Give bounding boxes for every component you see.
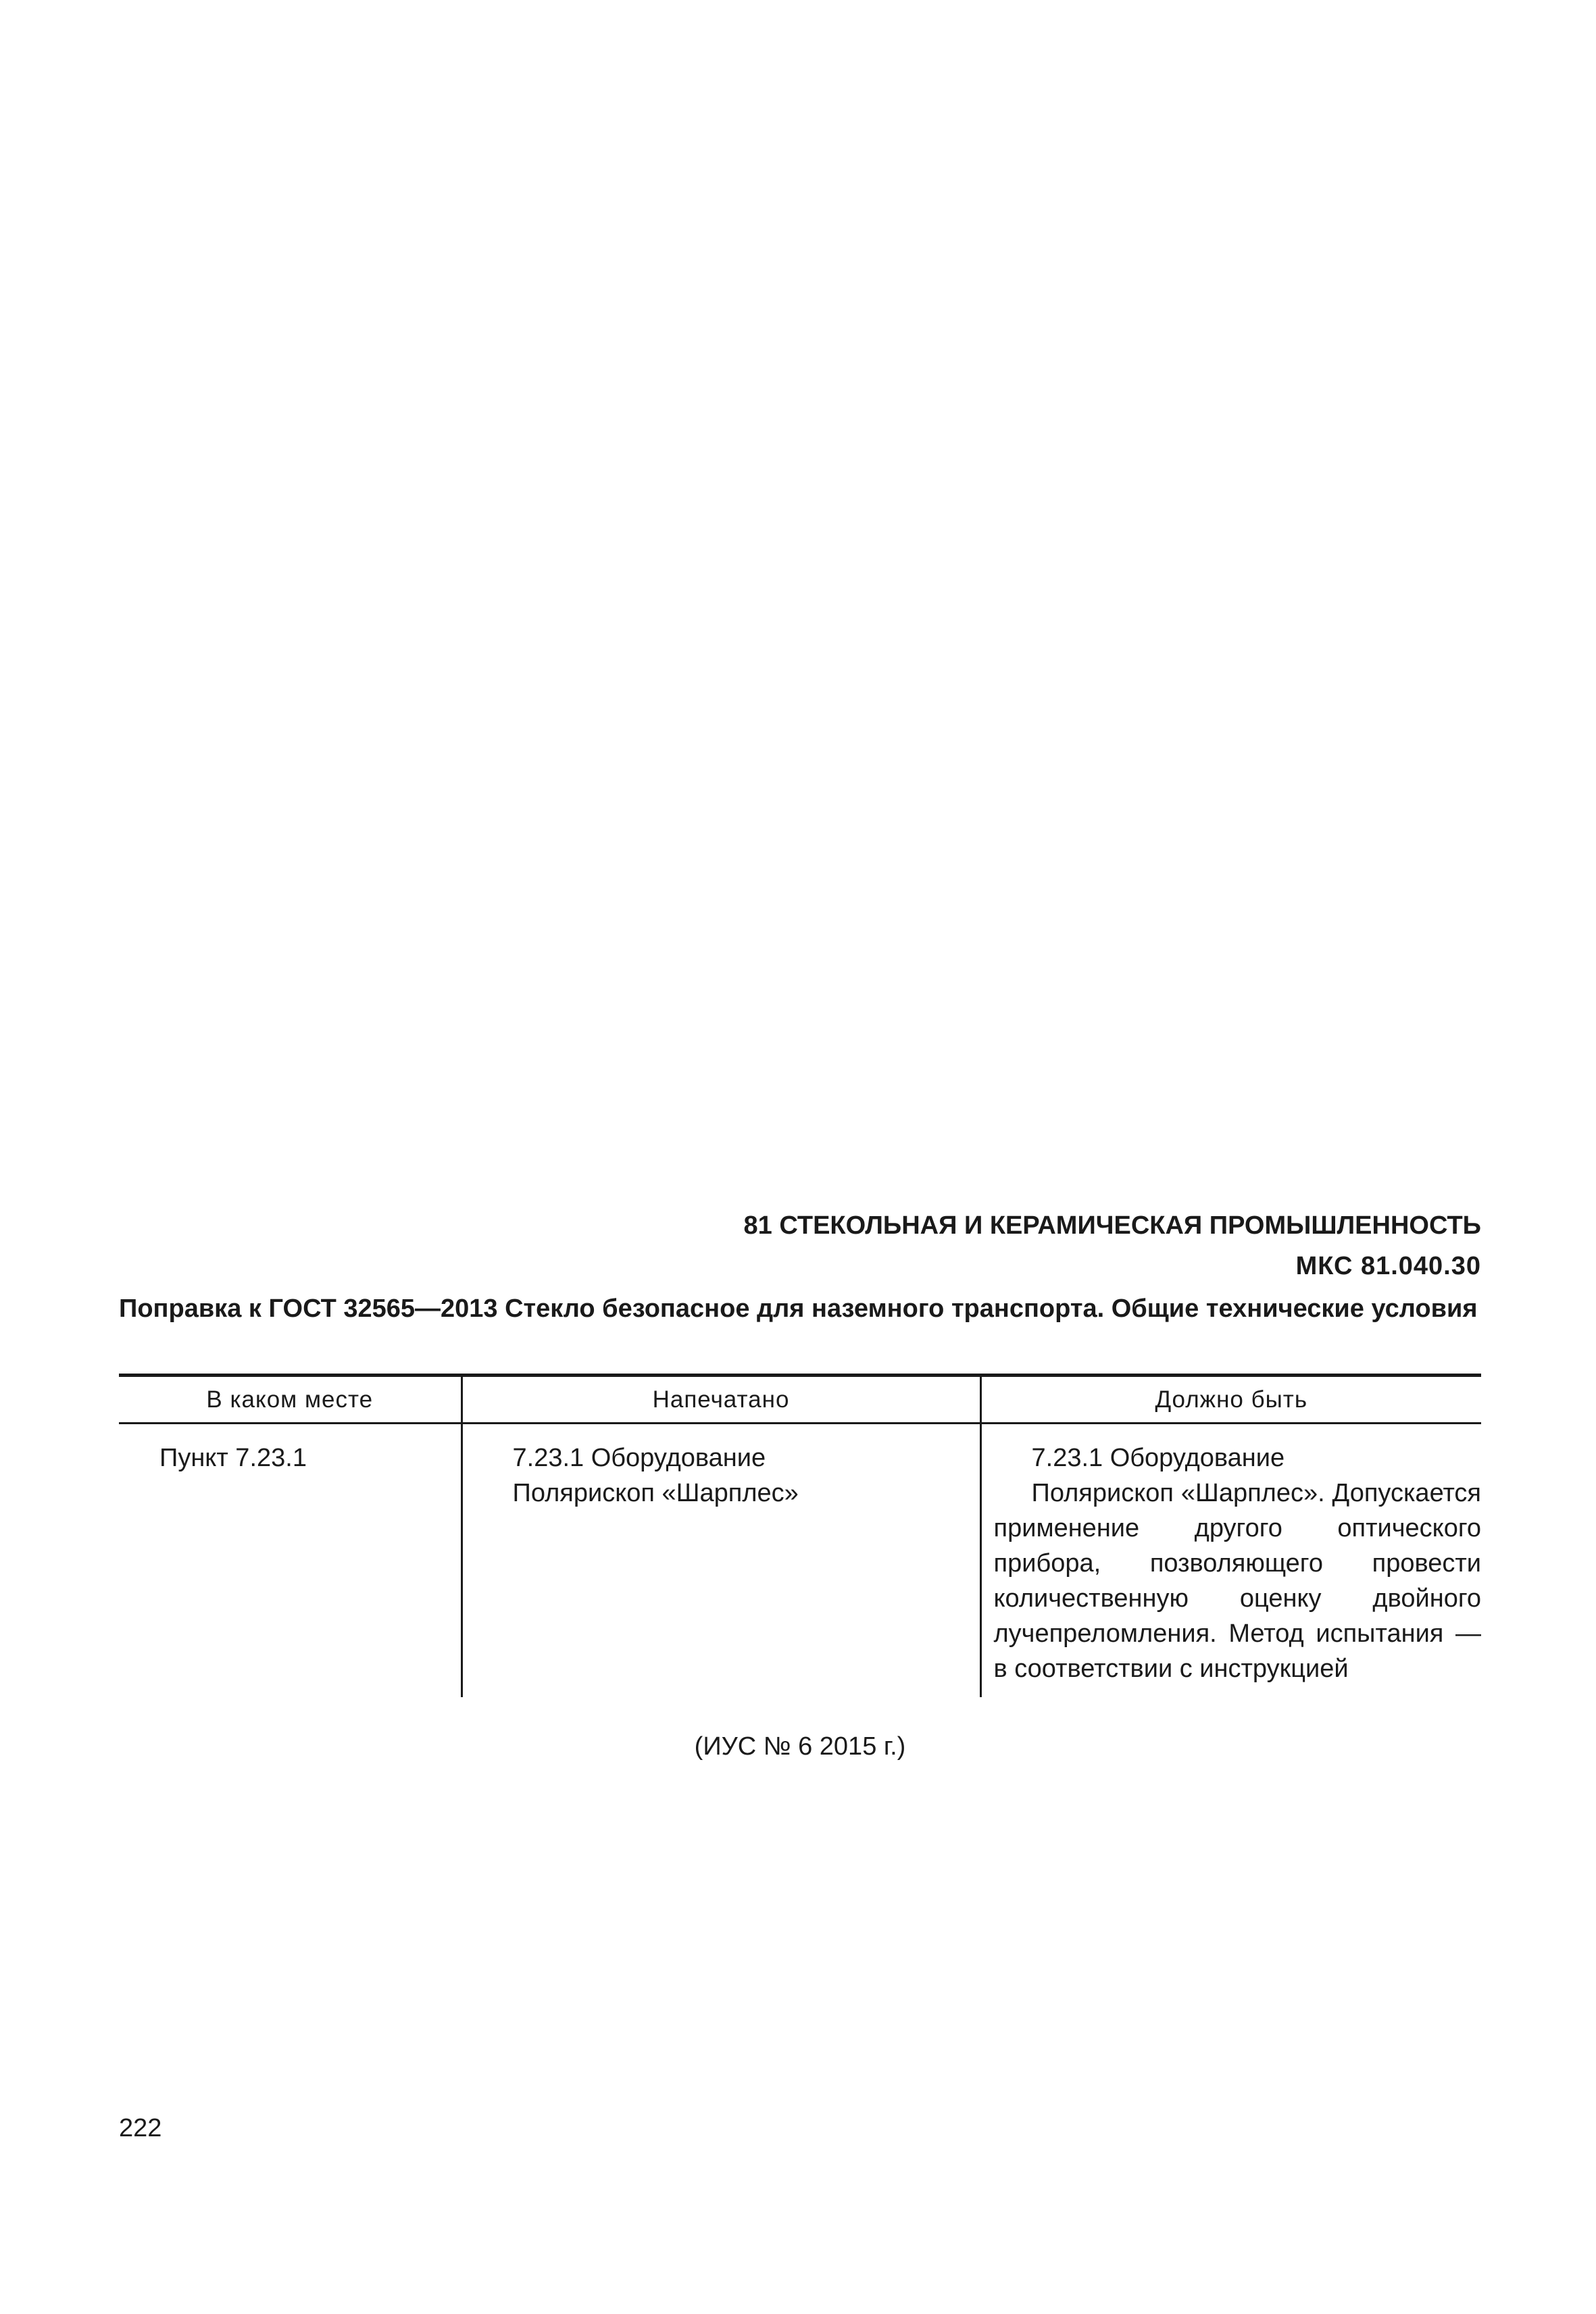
should-be-text: Полярископ «Шарплес». Допускается применение другого оптического прибора, позволяющего провести количественную оценку двойного лучепреломления. Метод испытания — в соответствии с инструкцией bbox=[993, 1479, 1481, 1683]
table-header-row bbox=[119, 1377, 1481, 1424]
table-row bbox=[119, 1424, 1481, 1698]
cell-place bbox=[119, 1424, 462, 1698]
cell-printed bbox=[462, 1424, 980, 1698]
amendment-title: Поправка к ГОСТ 32565—2013 Стекло безопасное для наземного транспорта. Общие технические условия bbox=[119, 1294, 1478, 1323]
correction-table bbox=[119, 1377, 1481, 1697]
source-note: (ИУС № 6 2015 г.) bbox=[694, 1732, 906, 1761]
cell-should-be bbox=[980, 1424, 1481, 1698]
printed-line: 7.23.1 Оборудование bbox=[512, 1444, 766, 1472]
should-be-heading: 7.23.1 Оборудование bbox=[1031, 1444, 1285, 1472]
place-text: Пункт 7.23.1 bbox=[159, 1444, 307, 1472]
header-should-be: Должно быть bbox=[980, 1377, 1481, 1424]
header-printed: Напечатано bbox=[462, 1377, 980, 1424]
printed-line: Полярископ «Шарплес» bbox=[512, 1479, 799, 1507]
header-place: В каком месте bbox=[119, 1377, 462, 1424]
classification-code: МКС 81.040.30 bbox=[1295, 1252, 1481, 1280]
section-heading: 81 СТЕКОЛЬНАЯ И КЕРАМИЧЕСКАЯ ПРОМЫШЛЕННОСТЬ bbox=[743, 1211, 1481, 1240]
page-number: 222 bbox=[119, 2114, 162, 2142]
amendment-table bbox=[119, 1374, 1481, 1697]
